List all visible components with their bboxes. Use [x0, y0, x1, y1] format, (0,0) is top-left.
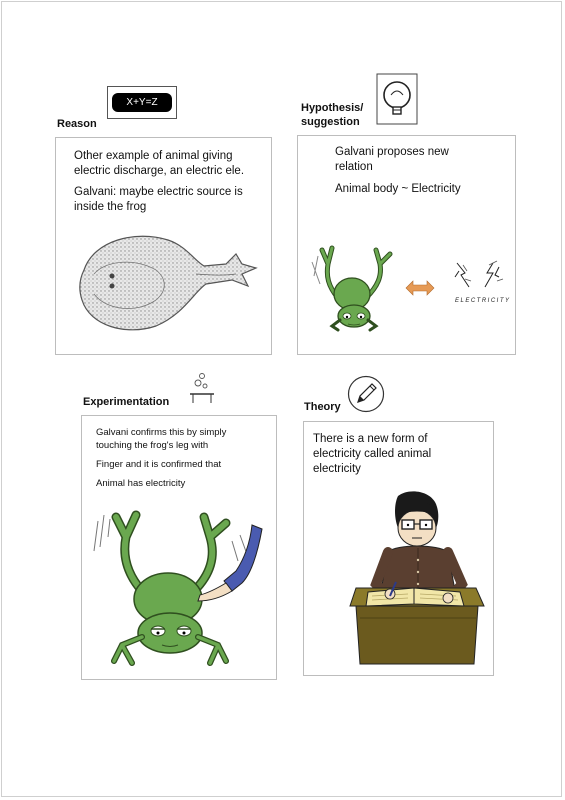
hypothesis-heading-line2: suggestion	[301, 116, 360, 128]
reason-panel	[55, 137, 272, 355]
experimentation-line-2: touching the frog's leg with	[96, 440, 209, 451]
electricity-icon	[453, 261, 508, 293]
lightbulb-icon	[376, 73, 418, 125]
experimentation-line-4: Animal has electricity	[96, 478, 186, 489]
reason-line-2: electric discharge, an electric ele.	[74, 165, 245, 177]
theory-line-1: There is a new form of	[313, 433, 428, 445]
double-arrow-icon	[406, 281, 434, 295]
experimentation-text	[96, 426, 276, 490]
frog-touch-icon	[92, 511, 272, 676]
electricity-label: ELECTRICITY	[455, 298, 511, 304]
experimentation-line-3: Finger and it is confirmed that	[96, 459, 222, 470]
hypothesis-line-1: Galvani proposes new	[335, 146, 449, 158]
reason-line-3: Galvani: maybe electric source is	[74, 186, 243, 198]
electric-ray-icon	[76, 230, 261, 338]
reason-text	[74, 149, 269, 215]
hypothesis-panel	[297, 135, 516, 355]
theory-panel	[303, 421, 494, 676]
scientist-writing-icon	[316, 488, 486, 668]
hypothesis-heading-line1: Hypothesis/	[301, 102, 364, 114]
reason-line-4: inside the frog	[74, 201, 147, 213]
experimentation-heading: Experimentation	[83, 396, 170, 408]
hypothesis-line-3: Animal body ~ Electricity	[335, 183, 461, 195]
experimentation-line-1: Galvani confirms this by simply	[96, 427, 227, 438]
frog-small-icon	[310, 236, 410, 336]
pencil-icon	[347, 375, 385, 413]
reason-heading: Reason	[57, 118, 97, 130]
experimentation-panel	[81, 415, 277, 680]
theory-line-2: electricity called animal	[313, 448, 432, 460]
hypothesis-text	[335, 145, 510, 197]
reason-line-1: Other example of animal giving	[74, 150, 233, 162]
hypothesis-line-2: relation	[335, 161, 373, 173]
formula-label: X+Y=Z	[112, 93, 172, 112]
hypothesis-heading	[301, 101, 363, 129]
theory-line-3: electricity	[313, 463, 361, 475]
theory-text	[313, 432, 491, 477]
theory-heading: Theory	[304, 401, 341, 413]
formula-icon	[107, 86, 177, 119]
lab-flask-icon	[188, 372, 216, 404]
